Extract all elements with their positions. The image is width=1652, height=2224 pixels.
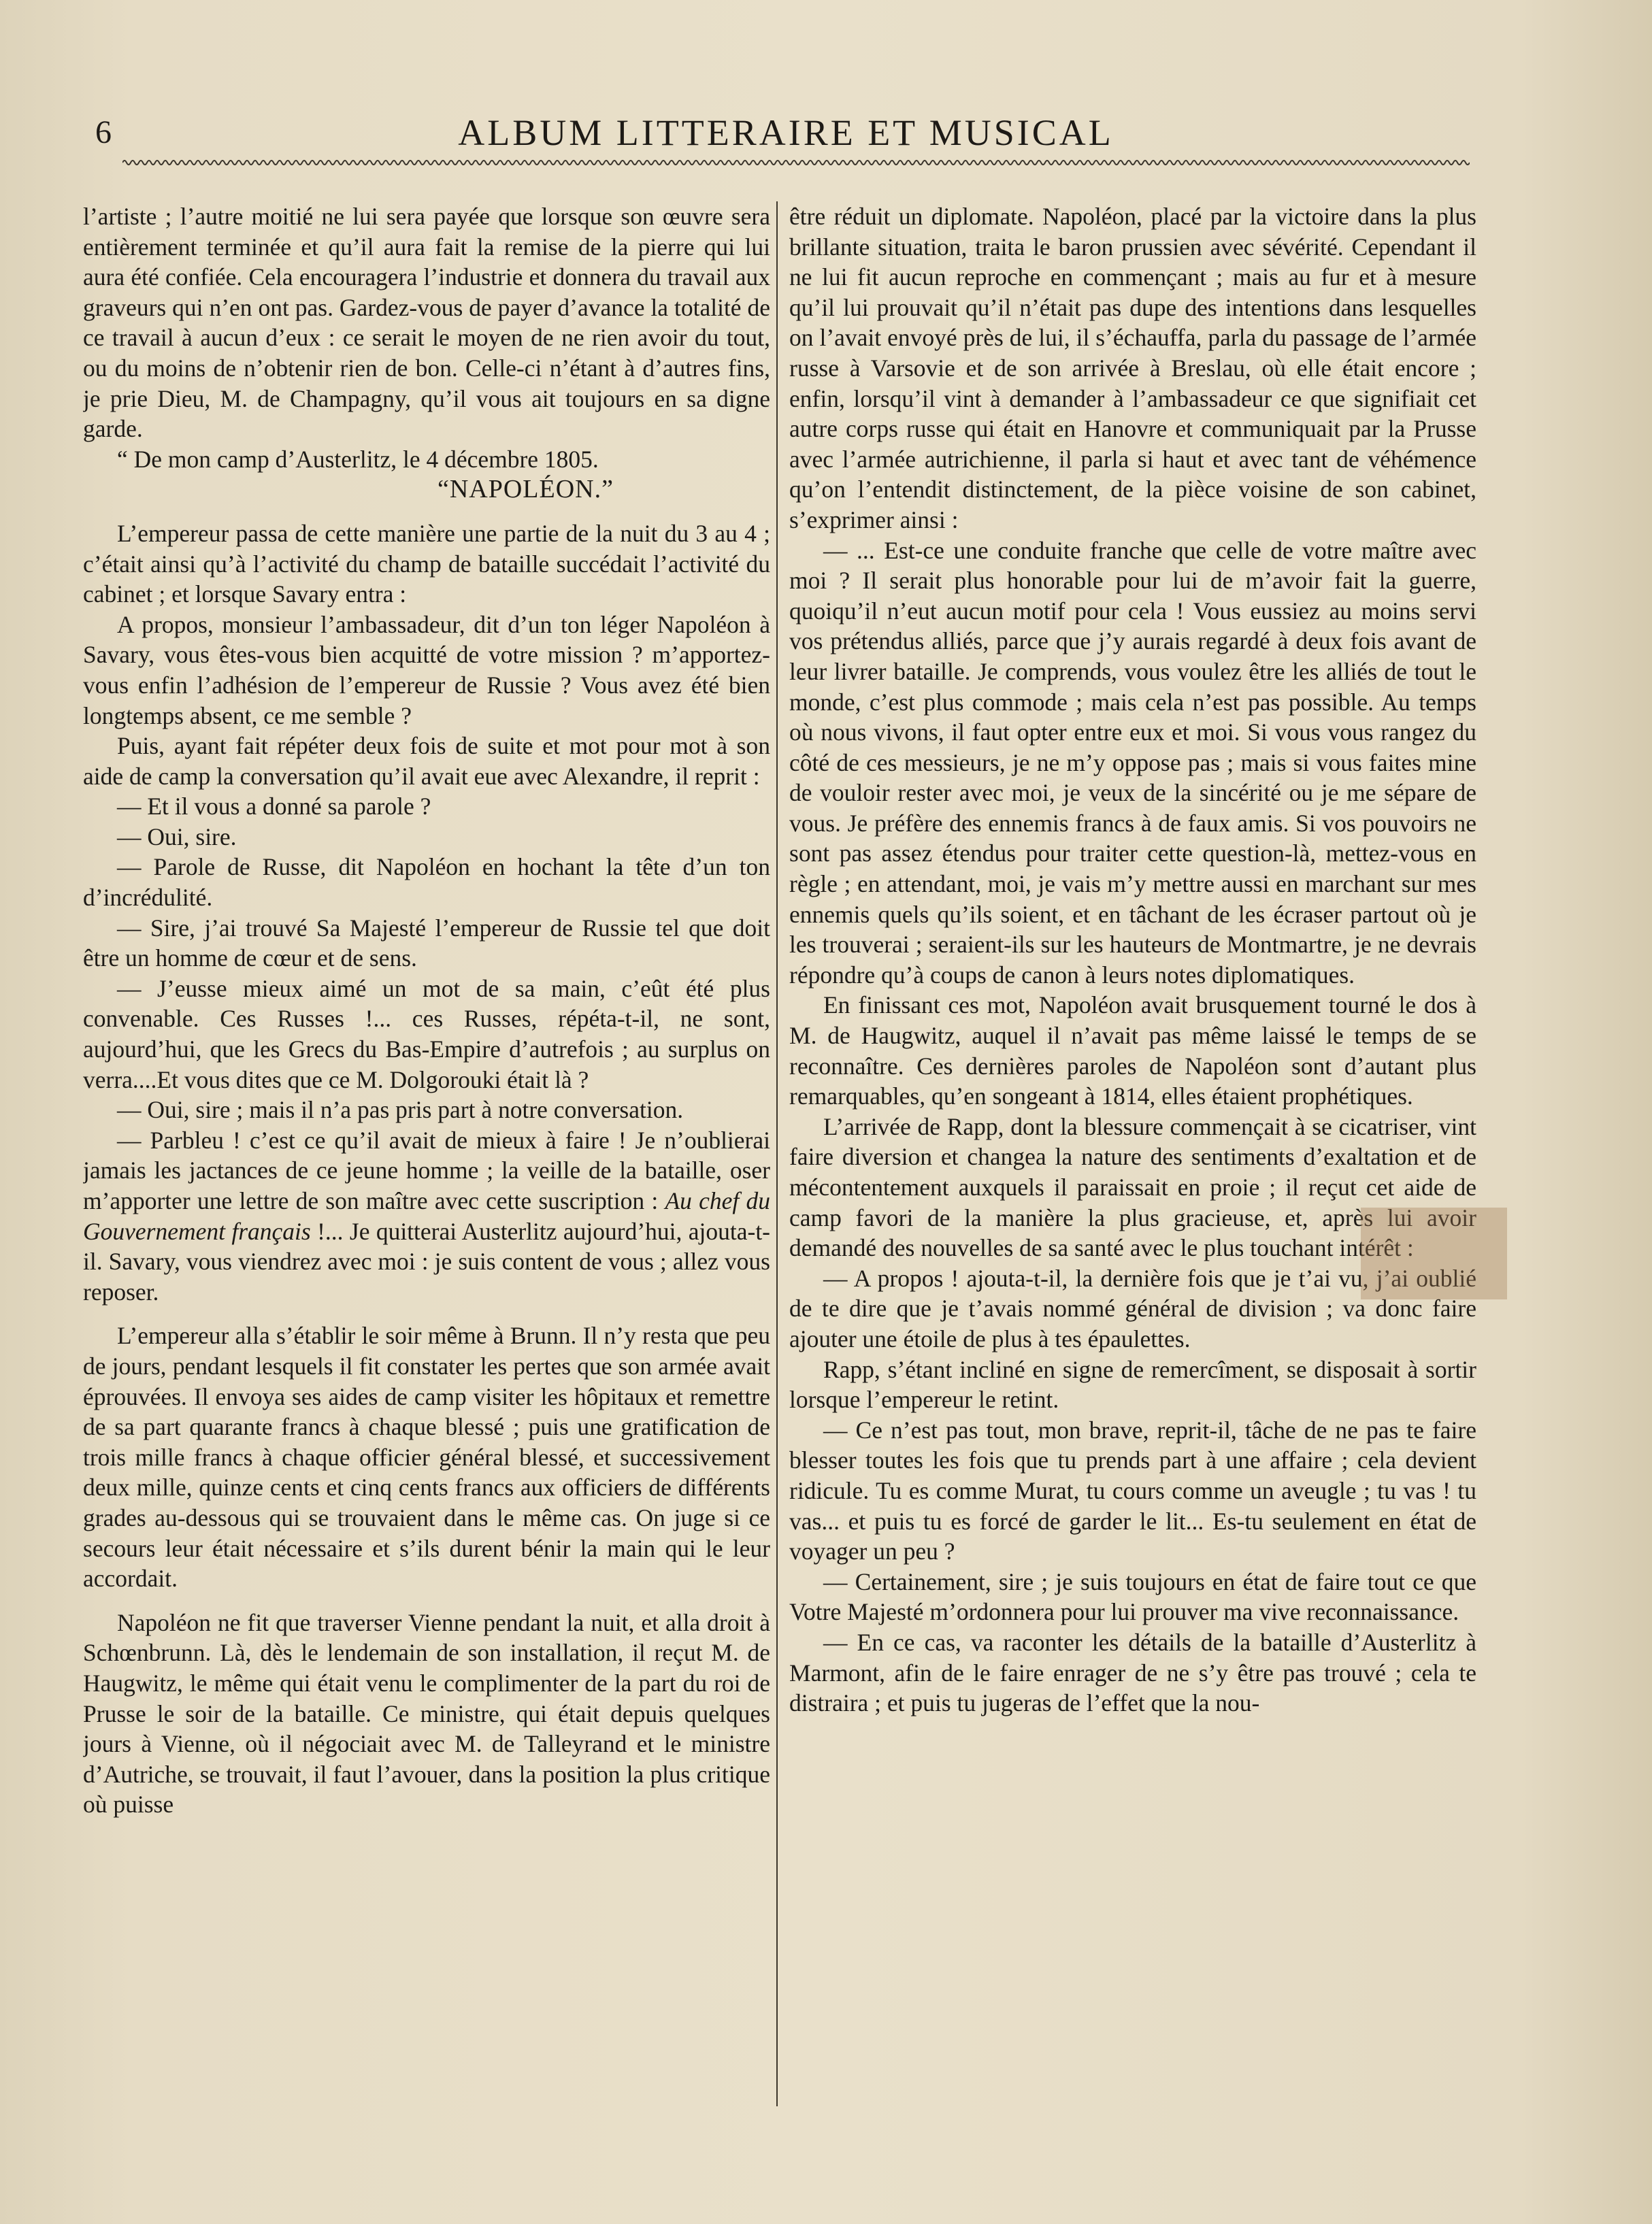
italic-inscription: Au chef du Gouvernement français xyxy=(83,1187,770,1245)
dialogue-text: !... Je quitterai Austerlitz aujourd’hui, ajouta-t-il. Savary, vous viendrez avec moi : je suis content de vous ; allez vous reposer. xyxy=(83,1217,770,1306)
paragraph: l’artiste ; l’autre moitié ne lui sera payée que lorsque son œuvre sera entièrement terminée et qu’il aura fait la remise de la pierre qui lui aura été confiée. Cela encouragera l’industrie et donnera du travail aux graveurs qui n’en ont pas. Gardez-vous de payer d’avance la totalité de ce travail à aucun d’eux : ce serait le moyen de ne rien avoir du tout, ou du moins de n’obtenir rien de bon. Celle-ci n’étant à d’autres fins, je prie Dieu, M. de Champagny, qu’il vous ait toujours en sa digne garde. xyxy=(83,203,770,443)
signature: “NAPOLÉON.” xyxy=(437,475,614,504)
left-column xyxy=(83,201,770,2161)
paragraph: être réduit un diplomate. Napoléon, placé par la victoire dans la plus brillante situation, traita le baron prussien avec sévérité. Cependant il ne lui fit aucun reproche en commençant ; mais au fur et à mesure qu’il lui prouvait qu’il n’était pas dupe des intentions dans lesquelles on l’avait envoyé près de lui, il s’échauffa, parla du passage de l’armée russe à Varsovie et de son arrivée à Breslau, où elle était encore ; enfin, lorsqu’il vint à demander à l’ambassadeur ce que signifiait cet autre corps russe qui était en Hanovre et communiquait par la Prusse avec l’armée autrichienne, il parla si haut et avec tant de véhémence qu’on l’entendit distinctement, de la pièce voisine de son cabinet, s’exprimer ainsi : xyxy=(789,203,1476,533)
header-wavy-rule xyxy=(122,158,1470,167)
page-number: 6 xyxy=(95,114,112,150)
dialogue-line: — Sire, j’ai trouvé Sa Majesté l’empereur de Russie tel que doit être un homme de cœur et de sens. xyxy=(83,914,770,972)
paragraph: Napoléon ne fit que traverser Vienne pendant la nuit, et alla droit à Schœnbrunn. Là, dès le lendemain de son installation, il reçut M. de Haugwitz, le même qui était venu le complimenter de la part du roi de Prusse le soir de la bataille. Ce ministre, qui était depuis quelques jours à Vienne, où il négociait avec M. de Talleyrand et le ministre d’Autriche, se trouvait, il faut l’avouer, dans la position la plus critique où puisse xyxy=(83,1608,770,1819)
dialogue-line: — Parole de Russe, dit Napoléon en hochant la tête d’un ton d’incrédulité. xyxy=(83,853,770,912)
paragraph: L’empereur alla s’établir le soir même à Brunn. Il n’y resta que peu de jours, pendant lesquels il fit constater les pertes que son armée avait éprouvées. Il envoya ses aides de camp visiter les hôpitaux et remettre de sa part quarante francs à chaque blessé ; puis une gratification de trois mille francs à chaque officier général blessé, et successivement deux mille, quinze cents et cinq cents francs aux officiers de différents grades au-dessous qui se trouvaient dans le même cas. On juge si ce secours leur était nécessaire et s’ils durent bénir la main qui le leur accordait. xyxy=(83,1322,770,1593)
paragraph: En finissant ces mot, Napoléon avait brusquement tourné le dos à M. de Haugwitz, auquel il n’avait pas même laissé le temps de se reconnaître. Ces dernières paroles de Napoléon sont d’autant plus remarquables, qu’en songeant à 1814, elles étaient prophétiques. xyxy=(789,991,1476,1110)
paragraph: L’empereur passa de cette manière une partie de la nuit du 3 au 4 ; c’était ainsi qu’à l’activité du champ de bataille succédait l’activité du cabinet ; et lorsque Savary entra : xyxy=(83,519,770,608)
dateline: “ De mon camp d’Austerlitz, le 4 décembre 1805. xyxy=(117,445,599,473)
dialogue-line: — Ce n’est pas tout, mon brave, reprit-il, tâche de ne pas te faire blesser toutes les fois que tu prends part à une affaire ; cela devient ridicule. Tu es comme Murat, tu cours comme un aveugle ; tu vas ! tu vas... et puis tu es forcé de garder le lit... Es-tu seulement en état de voyager un peu ? xyxy=(789,1416,1476,1565)
paper-stain xyxy=(1361,1208,1507,1299)
dialogue-line: — Oui, sire. xyxy=(117,823,237,850)
right-column xyxy=(789,201,1476,2161)
dialogue-line: — Certainement, sire ; je suis toujours en état de faire tout ce que Votre Majesté m’ordonnera pour lui prouver ma vive reconnaissance. xyxy=(789,1567,1476,1626)
journal-title: ALBUM LITTERAIRE ET MUSICAL xyxy=(458,112,1114,153)
paragraph: A propos, monsieur l’ambassadeur, dit d’un ton léger Napoléon à Savary, vous êtes-vous bien acquitté de votre mission ? m’apportez-vous enfin l’adhésion de l’empereur de Russie ? Vous avez été bien longtemps absent, ce me semble ? xyxy=(83,610,770,729)
dialogue-line xyxy=(83,1125,770,1308)
page-header xyxy=(88,109,1483,156)
dialogue-line: — Et il vous a donné sa parole ? xyxy=(117,793,431,820)
paragraph: L’arrivée de Rapp, dont la blessure commençait à se cicatriser, vint faire diversion et changea la nature des sentiments d’exaltation et de mécontentement auxquels il paraissait en proie ; il reçut cet aide de camp favori de la manière la plus gracieuse, et, après lui avoir demandé des nouvelles de sa santé avec le plus touchant intérêt : xyxy=(789,1112,1476,1262)
dialogue-line: — Oui, sire ; mais il n’a pas pris part à notre conversation. xyxy=(117,1096,684,1124)
dialogue-line: — En ce cas, va raconter les détails de la bataille d’Austerlitz à Marmont, afin de le faire enrager de ne s’y être pas trouvé ; cela te distraira ; et puis tu jugeras de l’effet que la nou- xyxy=(789,1628,1476,1717)
column-divider xyxy=(776,201,778,2106)
paragraph: Puis, ayant fait répéter deux fois de suite et mot pour mot à son aide de camp la conversation qu’il avait eue avec Alexandre, il reprit : xyxy=(83,732,770,790)
dialogue-text: — Parbleu ! c’est ce qu’il avait de mieux à faire ! Je n’oublierai jamais les jactances de ce jeune homme ; la veille de la bataille, oser m’apporter une lettre de son maître avec cette suscription : xyxy=(83,1126,770,1214)
dialogue-line: — J’eusse mieux aimé un mot de sa main, c’eût été plus convenable. Ces Russes !... ces Russes, répéta-t-il, ne sont, aujourd’hui, que les Grecs du Bas-Empire d’autrefois ; au surplus on verra....Et vous dites que ce M. Dolgorouki était là ? xyxy=(83,974,770,1093)
paragraph: Rapp, s’étant incliné en signe de remercîment, se disposait à sortir lorsque l’empereur le retint. xyxy=(789,1355,1476,1414)
dialogue-line: — ... Est-ce une conduite franche que celle de votre maître avec moi ? Il serait plus honorable pour lui de m’avoir fait la guerre, quoiqu’il n’eut aucun motif pour cela ! Vous eussiez au moins servi vos prétendus alliés, parce que j’y aurais regardé à deux fois avant de leur livrer bataille. Je comprends, vous voulez être les alliés de tout le monde, c’est plus commode ; mais cela n’est pas possible. Au temps où nous vivons, il faut opter entre eux et moi. Si vous vous rangez du côté de ces messieurs, je ne m’y oppose pas ; mais si vous faites mine de vouloir rester avec moi, je veux de la sincérité ou je me sépare de vous. Je préfère des ennemis francs à de faux amis. Si vos pouvoirs ne sont pas assez étendus pour traiter cette question-là, mettez-vous en règle ; en attendant, moi, je vais m’y mettre aussi en marchant sur mes ennemis quels qu’ils soient, et en tâchant de les écraser partout où je les trouverai ; seraient-ils sur les hauteurs de Montmartre, je ne devrais répondre qu’à coups de canon à leurs notes diplomatiques. xyxy=(789,536,1476,989)
dialogue-line: — A propos ! ajouta-t-il, la dernière fois que je t’ai vu, j’ai oublié de te dire que je t’avais nommé général de division ; va donc faire ajouter une étoile de plus à tes épaulettes. xyxy=(789,1264,1476,1352)
